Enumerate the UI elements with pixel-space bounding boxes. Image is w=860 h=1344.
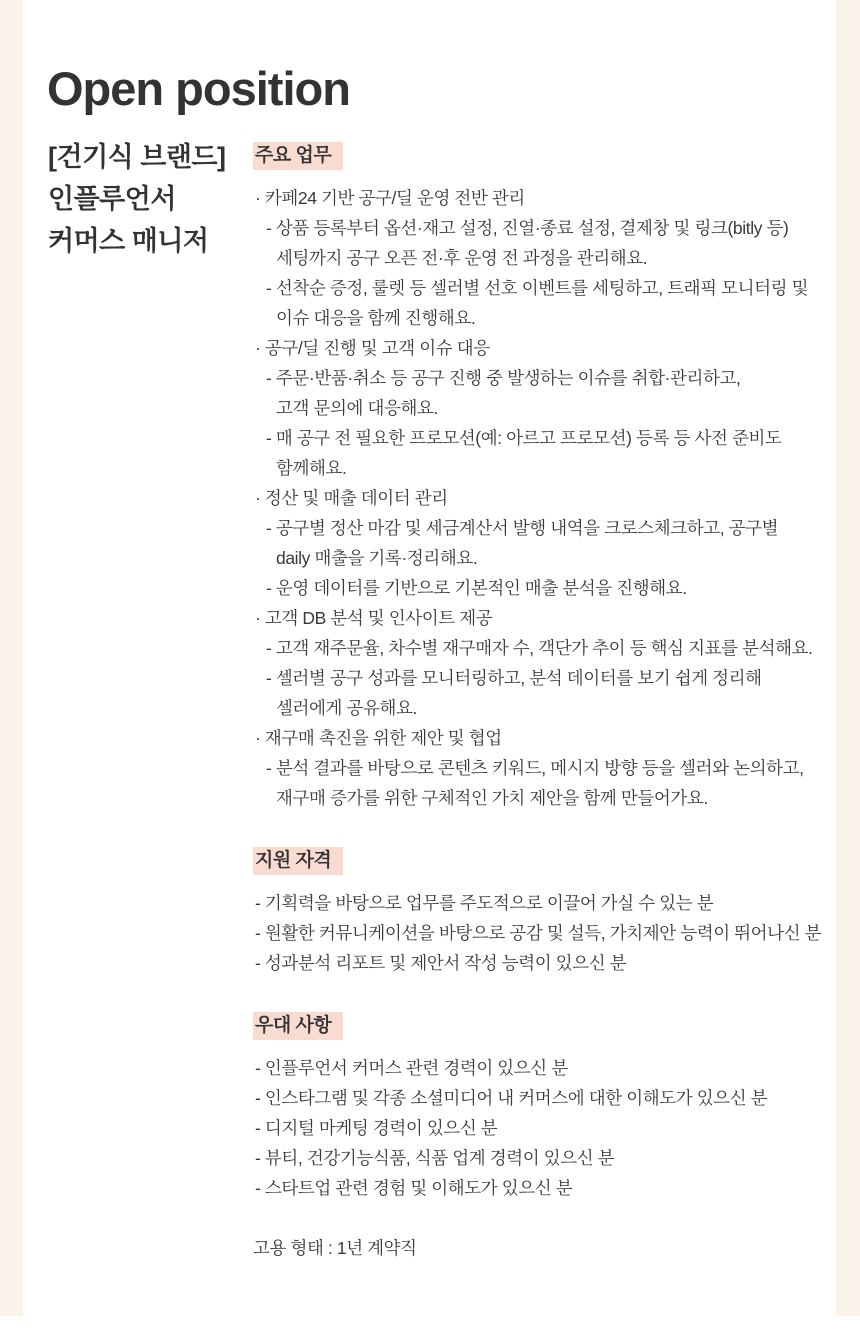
list-item: - 운영 데이터를 기반으로 기본적인 매출 분석을 진행해요.	[266, 578, 687, 598]
job-title	[48, 136, 248, 262]
section	[253, 847, 838, 978]
section-items	[253, 888, 838, 978]
list-item: - 인스타그램 및 각종 소셜미디어 내 커머스에 대한 이해도가 있으신 분	[255, 1088, 768, 1108]
right-border-strip	[836, 0, 860, 1316]
list-item: 재구매 증가를 위한 구체적인 가치 제안을 함께 만들어가요.	[276, 788, 708, 808]
list-item: 이슈 대응을 함께 진행해요.	[276, 308, 476, 328]
list-item: - 분석 결과를 바탕으로 콘텐츠 키워드, 메시지 방향 등을 셀러와 논의하고,	[266, 758, 804, 778]
list-item: - 스타트업 관련 경험 및 이해도가 있으신 분	[255, 1178, 573, 1198]
list-item: - 인플루언서 커머스 관련 경력이 있으신 분	[255, 1058, 568, 1078]
list-item: - 원활한 커뮤니케이션을 바탕으로 공감 및 설득, 가치제안 능력이 뛰어나신 분	[255, 923, 822, 943]
section	[253, 142, 838, 813]
list-item: - 공구별 정산 마감 및 세금계산서 발행 내역을 크로스체크하고, 공구별	[266, 518, 779, 538]
sections	[253, 142, 838, 1263]
left-border-strip	[0, 0, 23, 1316]
job-title-line-brand: [건기식 브랜드]	[48, 142, 226, 172]
list-item: 고객 문의에 대응해요.	[276, 398, 438, 418]
page-title: Open position	[47, 62, 350, 116]
list-item: · 재구매 촉진을 위한 제안 및 협업	[255, 728, 502, 748]
list-item: 세팅까지 공구 오픈 전·후 운영 전 과정을 관리해요.	[276, 248, 648, 268]
section-items	[253, 1053, 838, 1203]
list-item: - 선착순 증정, 룰렛 등 셀러별 선호 이벤트를 세팅하고, 트래픽 모니터링 및	[266, 278, 809, 298]
section-header: 우대 사항	[253, 1012, 343, 1040]
list-item: - 고객 재주문율, 차수별 재구매자 수, 객단가 추이 등 핵심 지표를 분석해요.	[266, 638, 813, 658]
list-item: - 주문·반품·취소 등 공구 진행 중 발생하는 이슈를 취합·관리하고,	[266, 368, 741, 388]
list-item: - 디지털 마케팅 경력이 있으신 분	[255, 1118, 498, 1138]
section-header: 주요 업무	[253, 142, 343, 170]
list-item: 함께해요.	[276, 458, 347, 478]
job-title-line-role-2: 커머스 매니저	[48, 226, 209, 256]
list-item: - 상품 등록부터 옵션·재고 설정, 진열·종료 설정, 결제창 및 링크(bitly 등)	[266, 218, 789, 238]
section-header: 지원 자격	[253, 847, 343, 875]
list-item: daily 매출을 기록·정리해요.	[276, 548, 478, 568]
section-items	[253, 183, 838, 813]
list-item: · 공구/딜 진행 및 고객 이슈 대응	[255, 338, 490, 358]
list-item: · 고객 DB 분석 및 인사이트 제공	[255, 608, 493, 628]
list-item: · 카페24 기반 공구/딜 운영 전반 관리	[255, 188, 525, 208]
list-item: - 뷰티, 건강기능식품, 식품 업계 경력이 있으신 분	[255, 1148, 615, 1168]
section	[253, 1012, 838, 1203]
list-item: 셀러에게 공유해요.	[276, 698, 417, 718]
list-item: - 기획력을 바탕으로 업무를 주도적으로 이끌어 가실 수 있는 분	[255, 893, 714, 913]
list-item: - 성과분석 리포트 및 제안서 작성 능력이 있으신 분	[255, 953, 627, 973]
list-item: - 매 공구 전 필요한 프로모션(예: 아르고 프로모션) 등록 등 사전 준비도	[266, 428, 782, 448]
employment-type: 고용 형태 : 1년 계약직	[253, 1238, 417, 1258]
list-item: - 셀러별 공구 성과를 모니터링하고, 분석 데이터를 보기 쉽게 정리해	[266, 668, 762, 688]
job-title-line-role-1: 인플루언서	[48, 184, 176, 214]
list-item: · 정산 및 매출 데이터 관리	[255, 488, 448, 508]
